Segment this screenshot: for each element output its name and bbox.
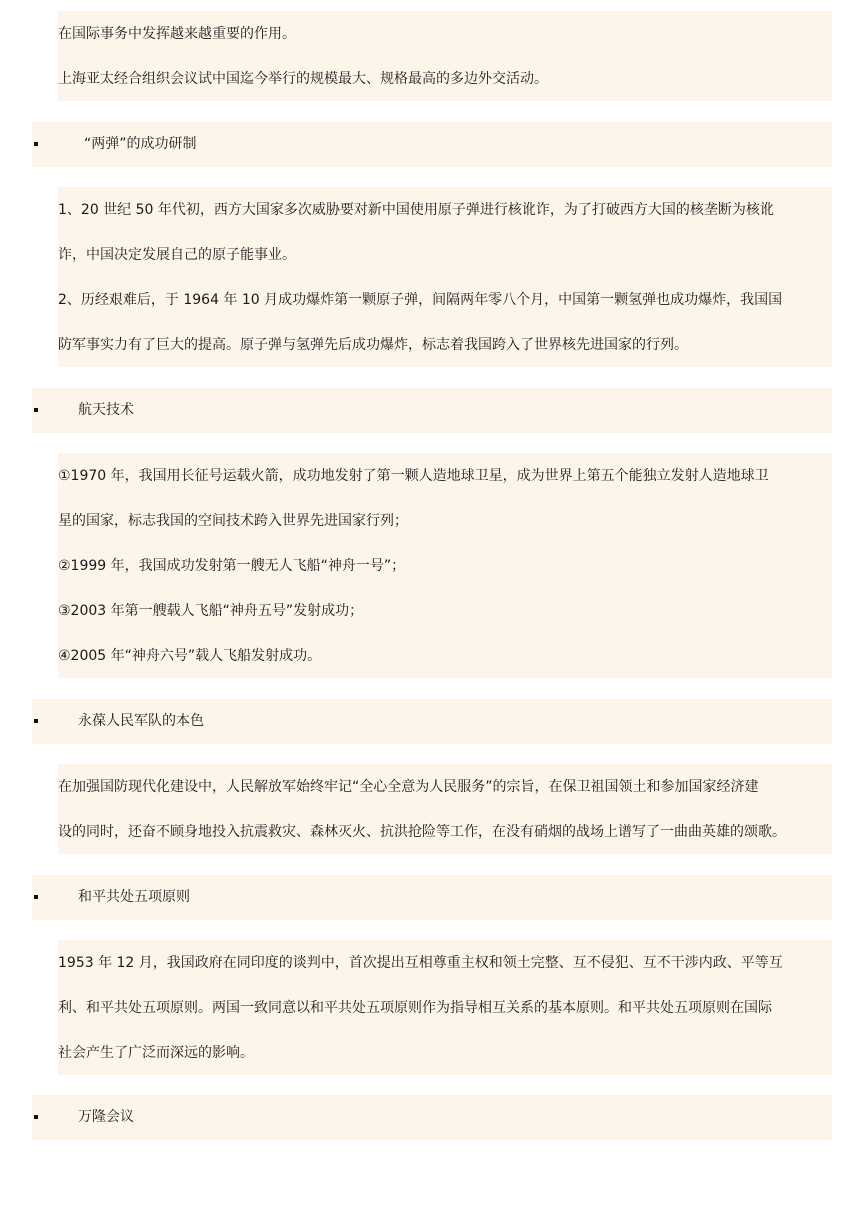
bullet-icon bbox=[34, 408, 38, 412]
body-line: 防军事实力有了巨大的提高。原子弹与氢弹先后成功爆炸，标志着我国跨入了世界核先进国家的行列。 bbox=[58, 337, 688, 353]
section-title: 航天技术 bbox=[78, 402, 134, 418]
body-line: 1、20 世纪 50 年代初，西方大国家多次威胁要对新中国使用原子弹进行核讹诈，为了打破西方大国的核垄断为核讹 bbox=[58, 202, 774, 218]
intro-line-2: 上海亚太经合组织会议试中国迄今举行的规模最大、规格最高的多边外交活动。 bbox=[58, 71, 548, 87]
body-line: 社会产生了广泛而深远的影响。 bbox=[58, 1045, 254, 1061]
body-line: 在加强国防现代化建设中，人民解放军始终牢记“全心全意为人民服务”的宗旨，在保卫祖国领土和参加国家经济建 bbox=[58, 779, 759, 795]
bullet-icon bbox=[34, 895, 38, 899]
body-line: ②1999 年，我国成功发射第一艘无人飞船“神舟一号”； bbox=[58, 558, 406, 574]
body-line: 设的同时，还奋不顾身地投入抗震救灾、森林灭火、抗洪抢险等工作，在没有硝烟的战场上谱写了一曲曲英雄的颂歌。 bbox=[58, 824, 786, 840]
body-line: ③2003 年第一艘载人飞船“神舟五号”发射成功； bbox=[58, 603, 364, 619]
section-title: “两弹”的成功研制 bbox=[84, 136, 197, 152]
section-heading-space-tech bbox=[32, 388, 832, 433]
body-line: 利、和平共处五项原则。两国一致同意以和平共处五项原则作为指导相互关系的基本原则。和平共处五项原则在国际 bbox=[58, 1000, 772, 1016]
body-line: 诈，中国决定发展自己的原子能事业。 bbox=[58, 247, 296, 263]
body-line: ①1970 年，我国用长征号运载火箭，成功地发射了第一颗人造地球卫星，成为世界上第五个能独立发射人造地球卫 bbox=[58, 468, 769, 484]
body-line: 星的国家，标志我国的空间技术跨入世界先进国家行列； bbox=[58, 513, 408, 529]
section-title: 万隆会议 bbox=[78, 1109, 134, 1125]
bullet-icon bbox=[34, 719, 38, 723]
section-heading-two-bombs bbox=[32, 122, 832, 167]
section-title: 和平共处五项原则 bbox=[78, 889, 190, 905]
body-line: 1953 年 12 月，我国政府在同印度的谈判中，首次提出互相尊重主权和领土完整、互不侵犯、互不干涉内政、平等互 bbox=[58, 955, 783, 971]
section-heading-bandung bbox=[32, 1095, 832, 1140]
body-line: 2、历经艰难后，于 1964 年 10 月成功爆炸第一颗原子弹，间隔两年零八个月，中国第一颗氢弹也成功爆炸，我国国 bbox=[58, 292, 783, 308]
section-heading-army bbox=[32, 699, 832, 744]
section-heading-five-principles bbox=[32, 875, 832, 920]
section-title: 永葆人民军队的本色 bbox=[78, 713, 204, 729]
bullet-icon bbox=[34, 142, 38, 146]
intro-line-1: 在国际事务中发挥越来越重要的作用。 bbox=[58, 26, 296, 42]
body-line: ④2005 年“神舟六号”载人飞船发射成功。 bbox=[58, 648, 322, 664]
bullet-icon bbox=[34, 1115, 38, 1119]
